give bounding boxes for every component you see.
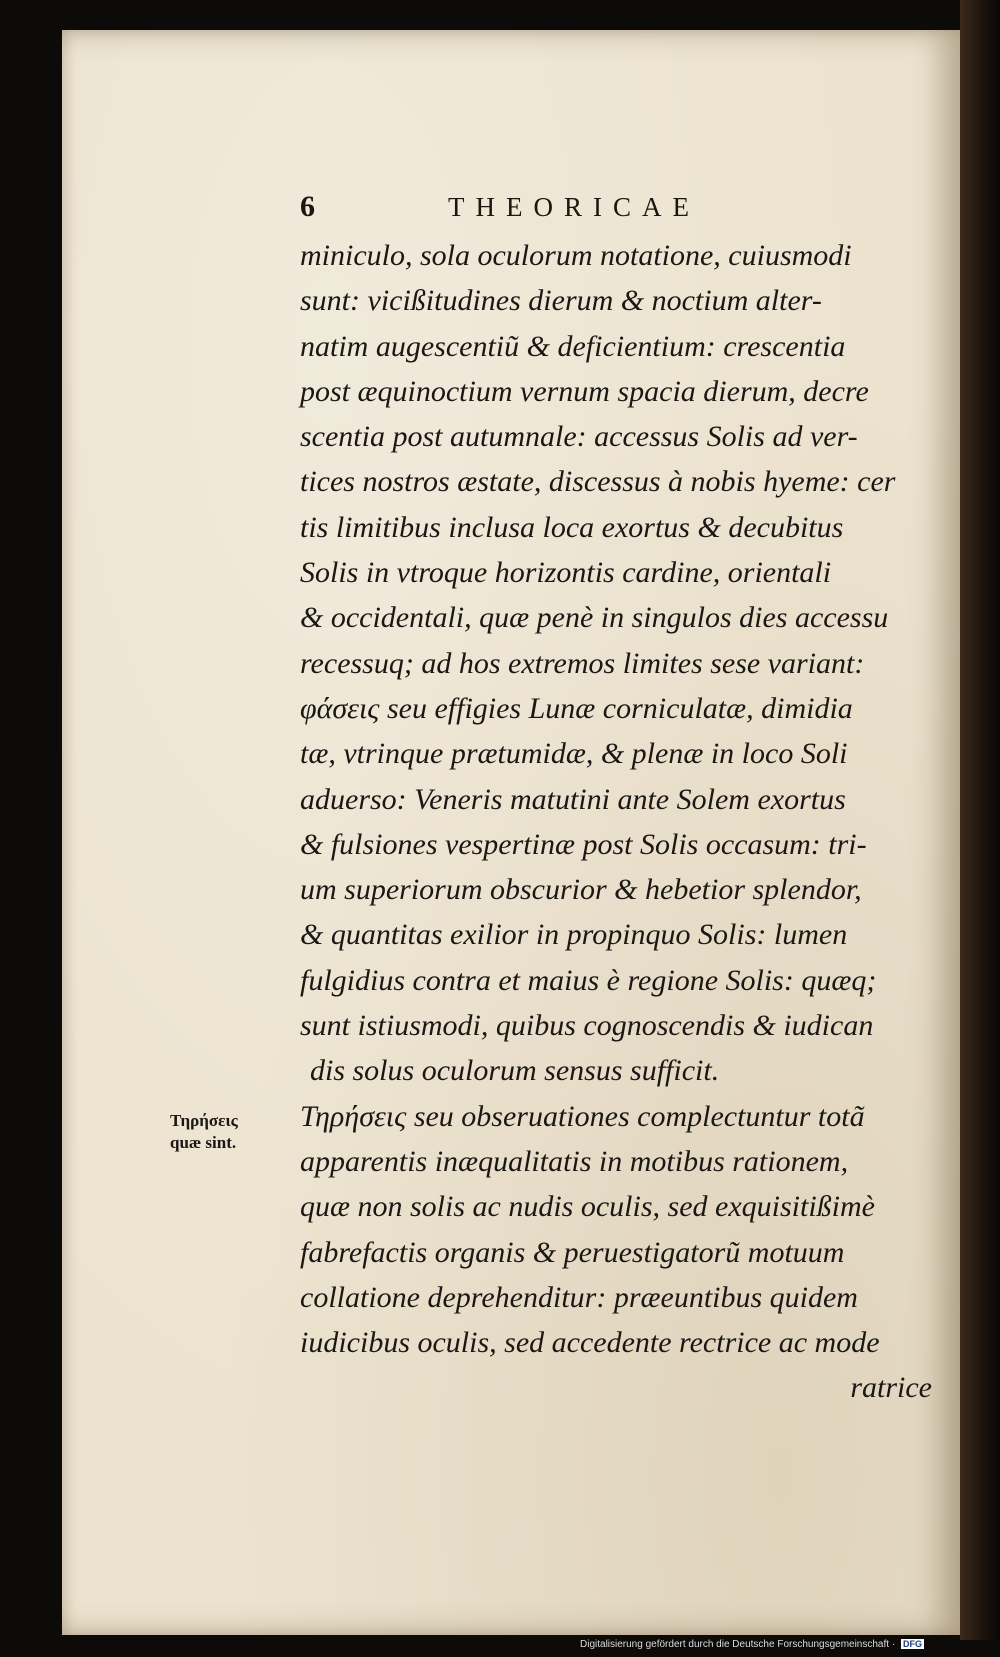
text-line: & fulsiones vespertinæ post Solis occasum: tri- bbox=[300, 827, 867, 861]
marginal-note-line: Τηρήσεις bbox=[170, 1111, 238, 1130]
text-line: fabrefactis organis & peruestigatorũ motuum bbox=[300, 1235, 845, 1269]
text-line: dis solus oculorum sensus sufficit. bbox=[310, 1054, 720, 1088]
body-text bbox=[300, 233, 960, 1411]
text-line: recessuq; ad hos extremos limites sese variant: bbox=[300, 646, 865, 680]
text-line: aduerso: Veneris matutini ante Solem exortus bbox=[300, 782, 846, 816]
text-line: um superiorum obscurior & hebetior splendor, bbox=[300, 873, 862, 907]
catchword: ratrice bbox=[850, 1371, 932, 1405]
dfg-logo: DFG bbox=[902, 1639, 922, 1650]
text-line: tæ, vtrinque prætumidæ, & plenæ in loco Soli bbox=[300, 737, 848, 771]
marginal-note bbox=[170, 1110, 280, 1154]
text-line: miniculo, sola oculorum notatione, cuiusmodi bbox=[300, 239, 852, 272]
text-line: sunt: vicißitudines dierum & noctium alter- bbox=[300, 284, 822, 318]
text-line: natim augescentiũ & deficientium: crescentia bbox=[300, 329, 846, 363]
text-line: φάσεις seu effigies Lunæ corniculatæ, dimidia bbox=[300, 691, 853, 725]
text-line: iudicibus oculis, sed accedente rectrice ac mode bbox=[300, 1326, 880, 1360]
text-line: quæ non solis ac nudis oculis, sed exquisitißimè bbox=[300, 1190, 875, 1224]
text-line: & occidentali, quæ penè in singulos dies accessu bbox=[300, 601, 889, 635]
running-head: THEORICAE bbox=[448, 192, 700, 222]
text-line: fulgidius contra et maius è regione Solis: quæq; bbox=[300, 963, 877, 997]
text-line: & quantitas exilior in propinquo Solis: lumen bbox=[300, 918, 848, 952]
text-line: Τηρήσεις seu obseruationes complectuntur totã bbox=[300, 1099, 865, 1133]
book-spine bbox=[960, 0, 1000, 1640]
text-line: Solis in vtroque horizontis cardine, orientali bbox=[300, 556, 832, 590]
text-line: scentia post autumnale: accessus Solis ad ver- bbox=[300, 420, 858, 454]
folio-number: 6 bbox=[300, 190, 315, 223]
text-line: tis limitibus inclusa loca exortus & decubitus bbox=[300, 510, 844, 544]
text-line: sunt istiusmodi, quibus cognoscendis & iudican bbox=[300, 1009, 874, 1043]
text-line: apparentis inæqualitatis in motibus rationem, bbox=[300, 1144, 849, 1178]
text-line: tices nostros æstate, discessus à nobis hyeme: cer bbox=[300, 465, 896, 499]
text-line: collatione deprehenditur: præeuntibus quidem bbox=[300, 1280, 858, 1314]
digitization-footer bbox=[580, 1639, 998, 1655]
page-header bbox=[300, 190, 800, 230]
footer-credit: Digitalisierung gefördert durch die Deutsche Forschungsgemeinschaft · bbox=[580, 1639, 896, 1650]
marginal-note-line: quæ sint. bbox=[170, 1133, 237, 1152]
text-line: post æquinoctium vernum spacia dierum, decre bbox=[300, 374, 869, 408]
